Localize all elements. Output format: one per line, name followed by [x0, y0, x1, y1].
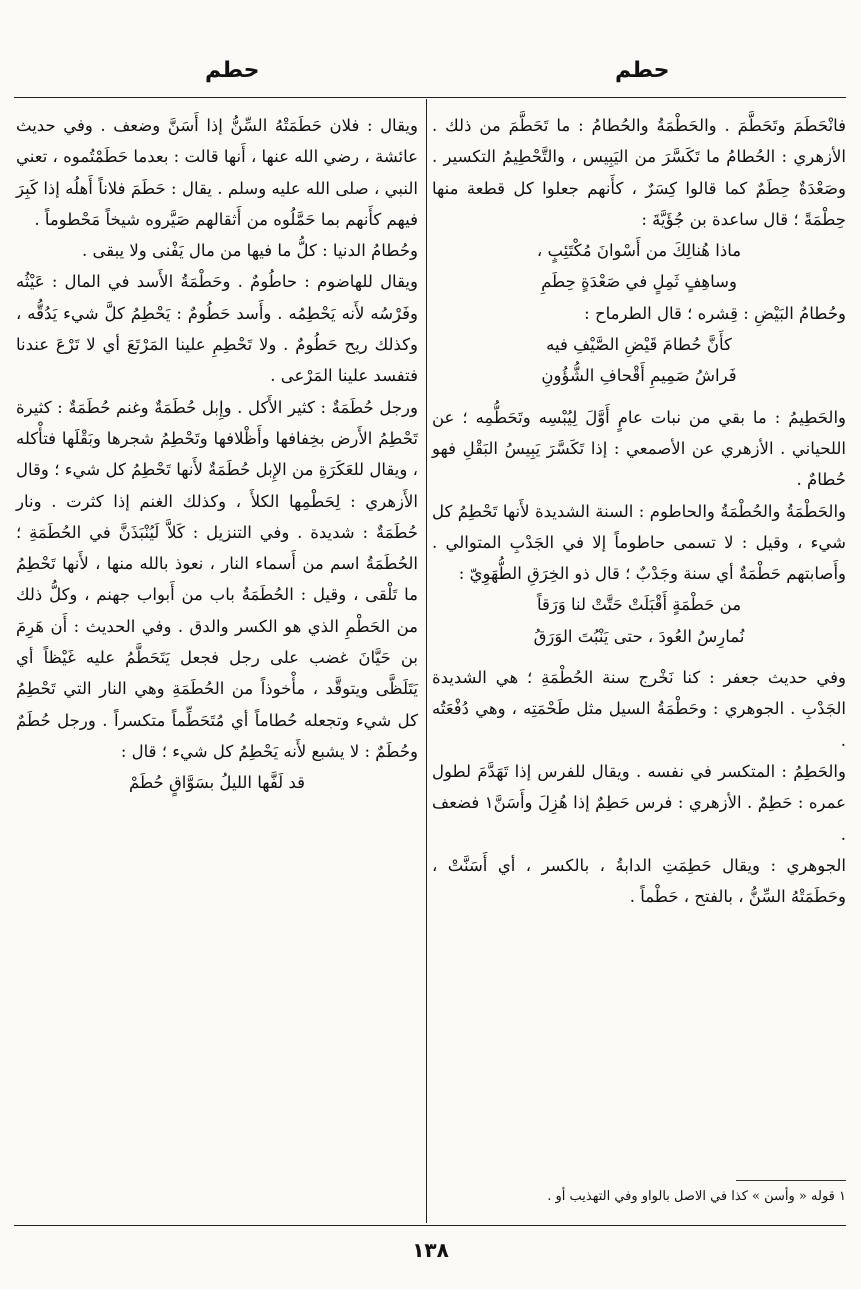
verse-line: فَراشُ صَمِيمِ أَقْحافِ الشُّؤُونِ [541, 366, 737, 386]
paragraph: والحَطِيمُ : ما بقي من نبات عامٍ أَوَّلَ لِيُبْسِه وتَحَطُّمِه ؛ عن اللحياني . الأزهري عن الأصمعي : إذا تَكَسَّرَ يَبِيسُ البَقْلِ فهو حُطامٌ . [432, 407, 846, 490]
footnote-rule [736, 1180, 846, 1181]
paragraph: ورجل حُطَمَةٌ : كثير الأَكل . وإِبل حُطَمَةٌ وغنم حُطَمَةٌ : كثيرة تَحْطِمُ الأَرض بخِفافها وأَظْلافها وتَحْطِمُ شجرها وبَقْلَها فتأْكله ، ويقال للعَكَرَةِ من الإِبل حُطَمَةٌ لأَنها تَحْطِمُ كل شيء ؛ وقال الأَزهري : لِحَطْمِها الكلأَ ، وكذلك الغنم إذا كثرت . ونار حُطَمَةٌ : شديدة . وفي التنزيل : كَلاَّ لَيُنْبَذَنَّ في الحُطَمَةِ ؛ الحُطَمَةُ اسم من أَسماء النار ، نعوذ بالله منها ، لأَنها تَحْطِمُ ما تَلْقى ، وقيل : الحُطَمَةُ باب من أَبواب جهنم ، وكلُّ ذلك من الحَطْمِ الذي هو الكسر والدق . وفي الحديث : أَن هَرِمَ بن حَيَّانَ غضب على رجل فجعل يَتَحَطَّمُ عليه غَيْظاً أي يَتَلَظَّى ويتوقَّد ، مأْخوذاً من الحُطَمَةِ وهي النار التي تَحْطِمُ كل شيء وتجعله حُطاماً أي مُتَحَطِّماً متكسراً . ورجل حُطَمٌ وحُطَمٌ : لا يشبع لأَنه يَحْطِمُ كل شيء ؛ قال : [16, 397, 418, 761]
verse-line: من حَطْمَةٍ أَقْبَلَتْ حَتَّتْ لنا وَرَقاً [536, 595, 742, 615]
paragraph: الجوهري : ويقال حَطِمَتِ الدابةُ ، بالكسر ، أي أَسَنَّتْ ، وحَطَمَتْهُ السِّنُّ ، بالفتح ، حَطْماً . [432, 855, 846, 907]
paragraph: وفي حديث جعفر : كنا نَخْرج سنة الحُطْمَةِ ؛ هي الشديدة الجَدْبِ . الجوهري : وحَطْمَةُ السيل مثل طَحْمَتِه ، وهي دُفْعَتُه . [432, 668, 846, 750]
left-column [16, 110, 418, 799]
footnote: ١ قوله « وأسن » كذا في الاصل بالواو وفي التهذيب أو . [547, 1189, 846, 1204]
paragraph: والحَطِمُ : المتكسر في نفسه . ويقال للفرس إذا تَهَدَّمَ لطول عمره : حَطِمٌ . الأزهري : فرس حَطِمٌ إذا هُزِلَ وأَسَنَّ١ فضعف . [432, 761, 846, 844]
column-divider [426, 99, 427, 1223]
running-headword-right: حطم [615, 58, 670, 83]
page-number: ١٣٨ [412, 1238, 449, 1262]
verse-line: نُمارِسُ العُودَ ، حتى يَنْبُتَ الوَرَقُ [533, 626, 745, 646]
paragraph: والحَطْمَةُ والحُطْمَةُ والحاطوم : السنة الشديدة لأَنها تَحْطِمُ كل شيء ، وقيل : لا تسمى حاطوماً إلا في الجَدْبِ المتوالي . وأَصابتهم حَطْمَةٌ أي سنة وجَدْبٌ ؛ قال ذو الخِرَقِ الطُّهَوِيّ : [432, 501, 846, 584]
right-column [432, 110, 846, 912]
paragraph: وحُطامُ البَيْضِ : قِشره ؛ قال الطرماح : [584, 303, 846, 323]
paragraph: ويقال للهاضوم : حاطُومٌ . وحَطْمَةُ الأَسد في المال : عَيْثُه وفَرْسُه لأَنه يَحْطِمُه . وأَسد حَطُومٌ : يَحْطِمُ كلَّ شيء يَدُقُّه ، وكذلك ريح حَطُومٌ . ولا تَحْطِمِ علينا المَرْتَعَ أي لا تَرْعَ عندنا فتفسد علينا المَرْعى . [16, 272, 418, 386]
paragraph: ويقال : فلان حَطَمَتْهُ السِّنُّ إذا أَسَنَّ وضعف . وفي حديث عائشة ، رضي الله عنها ، أَنها قالت : بعدما حَطَمْتُموه ، تعني النبي ، صلى الله عليه وسلم . يقال : حَطَمَ فلاناً أَهلُه إذا كَبِرَ فيهم كأَنهم بما حَمَّلُوه من أَثقالهم صَيَّروه شيخاً مَحْطوماً . [16, 116, 418, 229]
paragraph: وحُطامُ الدنيا : كلُّ ما فيها من مال يَفْنى ولا يبقى . [81, 241, 418, 261]
verse-line: قد لَفَّها الليلُ بسَوَّاقٍ حُطَمْ [128, 773, 306, 793]
paragraph: فانْحَطَمَ وتَحَطَّمَ . والحَطْمَةُ والحُطامُ : ما تَحَطَّمَ من ذلك . الأزهري : الحُطامُ ما تَكَسَّرَ من اليَبِيس ، والتَّحْطِيمُ التكسير . وصَعْدَةٌ حِطَمٌ كما قالوا كِسَرٌ ، كأَنهم جعلوا كل قطعة منها حِطْمَةً ؛ قال ساعدة بن جُؤَيَّةَ : [432, 116, 846, 229]
footer-rule [14, 1225, 846, 1226]
verse-line: وساهِفٍ ثَمِلٍ في صَعْدَةٍ حِطَمِ [541, 272, 737, 292]
header-rule [14, 97, 846, 98]
verse-line: ماذا هُنالِكَ من أَسْوانَ مُكْتَئِبٍ ، [536, 241, 742, 261]
running-headword-left: حطم [205, 58, 260, 83]
verse-line: كأَنَّ حُطامَ قَيْضِ الصَّيْفِ فيه [546, 335, 732, 355]
